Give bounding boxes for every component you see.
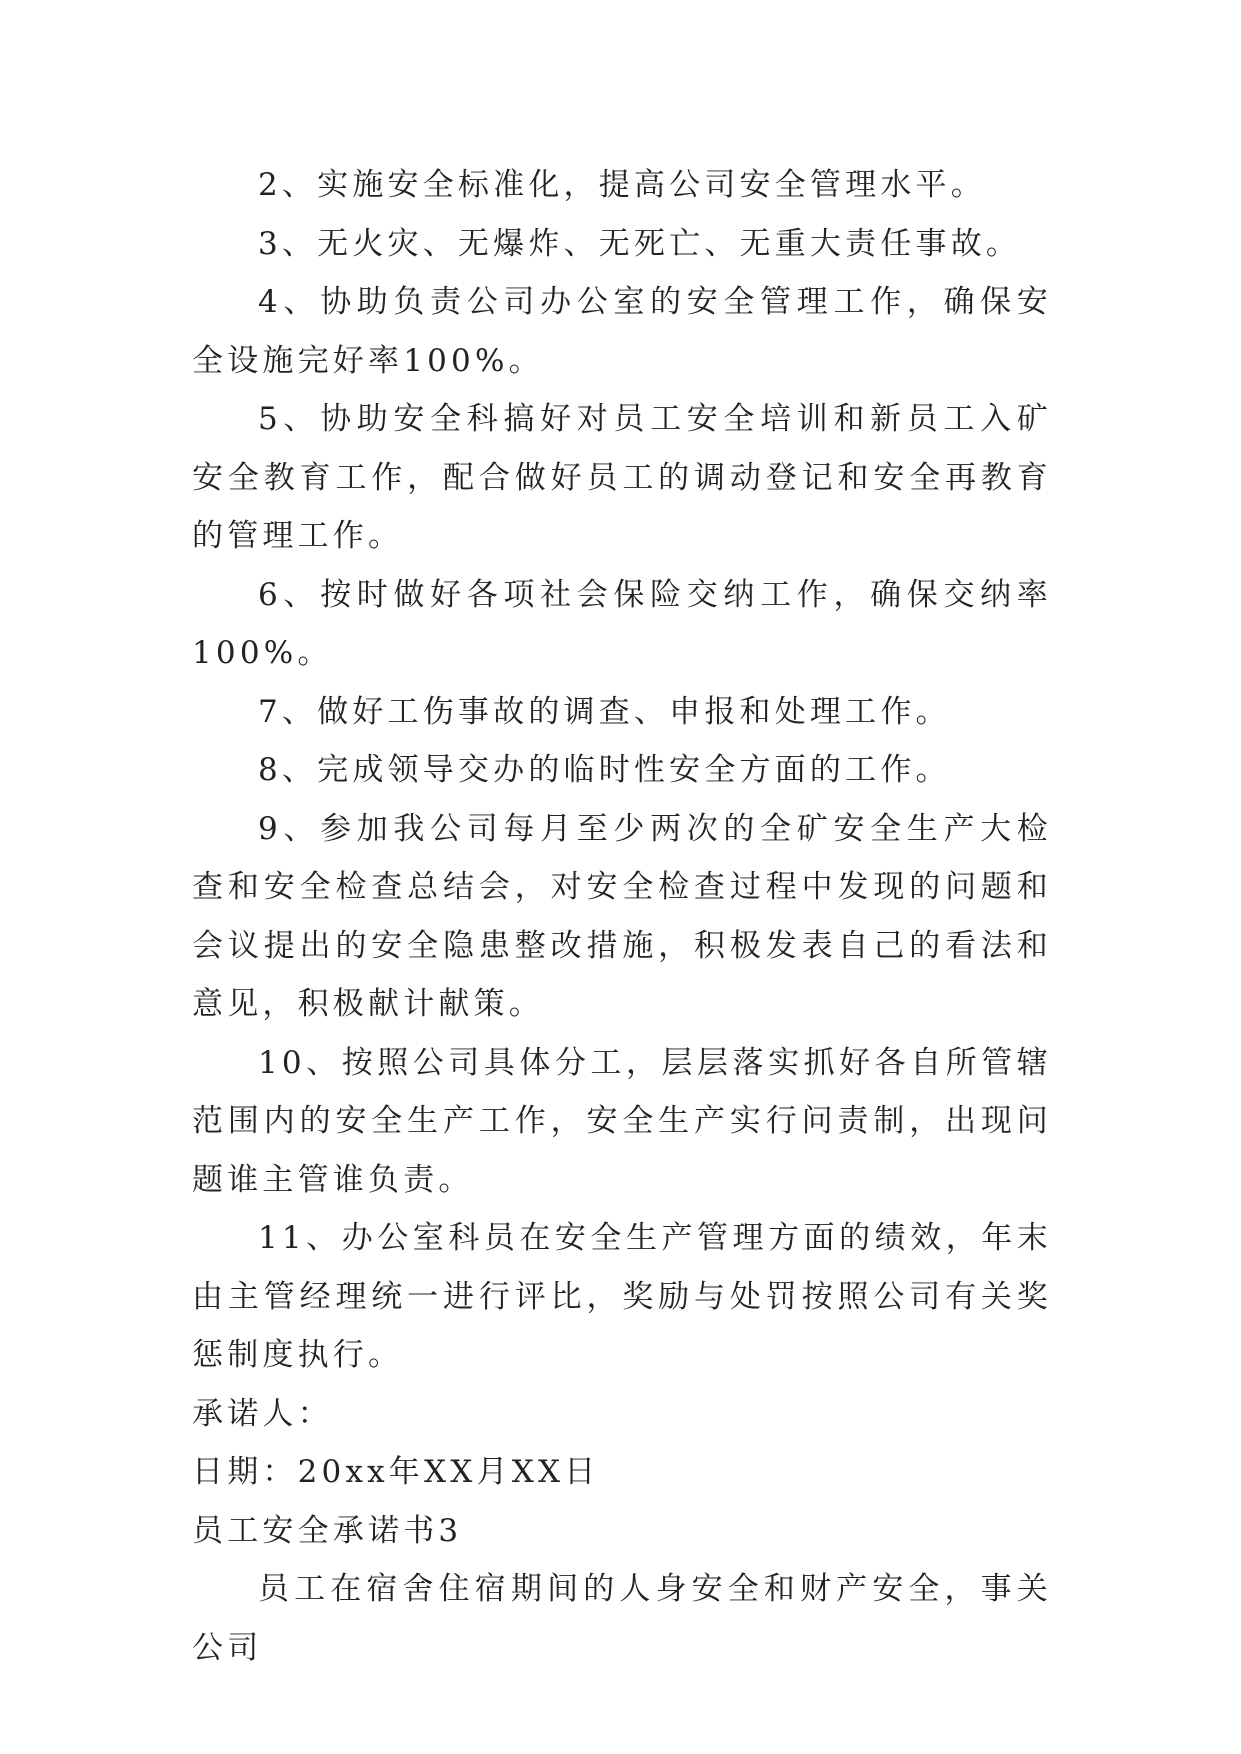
list-item: 9、参加我公司每月至少两次的全矿安全生产大检查和安全检查总结会，对安全检查过程中发现的问题和会议提出的安全隐患整改措施，积极发表自己的看法和意见，积极献计献策。	[192, 810, 1052, 1022]
list-item: 11、办公室科员在安全生产管理方面的绩效，年末由主管经理统一进行评比，奖励与处罚按照公司有关奖惩制度执行。	[192, 1220, 1052, 1373]
document-body	[192, 156, 1052, 1677]
list-item: 3、无火灾、无爆炸、无死亡、无重大责任事故。	[258, 225, 1022, 262]
date-line: 日期：20xx年XX月XX日	[192, 1454, 600, 1490]
promisor-label: 承诺人：	[192, 1395, 333, 1432]
list-item: 8、完成领导交办的临时性安全方面的工作。	[258, 752, 951, 788]
list-item: 6、按时做好各项社会保险交纳工作，确保交纳率100%。	[192, 576, 1052, 671]
list-item: 10、按照公司具体分工，层层落实抓好各自所管辖范围内的安全生产工作，安全生产实行问责制，出现问题谁主管谁负责。	[192, 1044, 1052, 1198]
list-item: 2、实施安全标准化，提高公司安全管理水平。	[258, 167, 986, 203]
list-item: 7、做好工伤事故的调查、申报和处理工作。	[258, 693, 951, 730]
list-item: 5、协助安全科搞好对员工安全培训和新员工入矿安全教育工作，配合做好员工的调动登记和安全再教育的管理工作。	[192, 401, 1052, 554]
final-paragraph: 员工在宿舍住宿期间的人身安全和财产安全，事关公司	[192, 1571, 1052, 1666]
section-title: 员工安全承诺书3	[192, 1512, 463, 1549]
list-item: 4、协助负责公司办公室的安全管理工作，确保安全设施完好率100%。	[192, 284, 1052, 379]
